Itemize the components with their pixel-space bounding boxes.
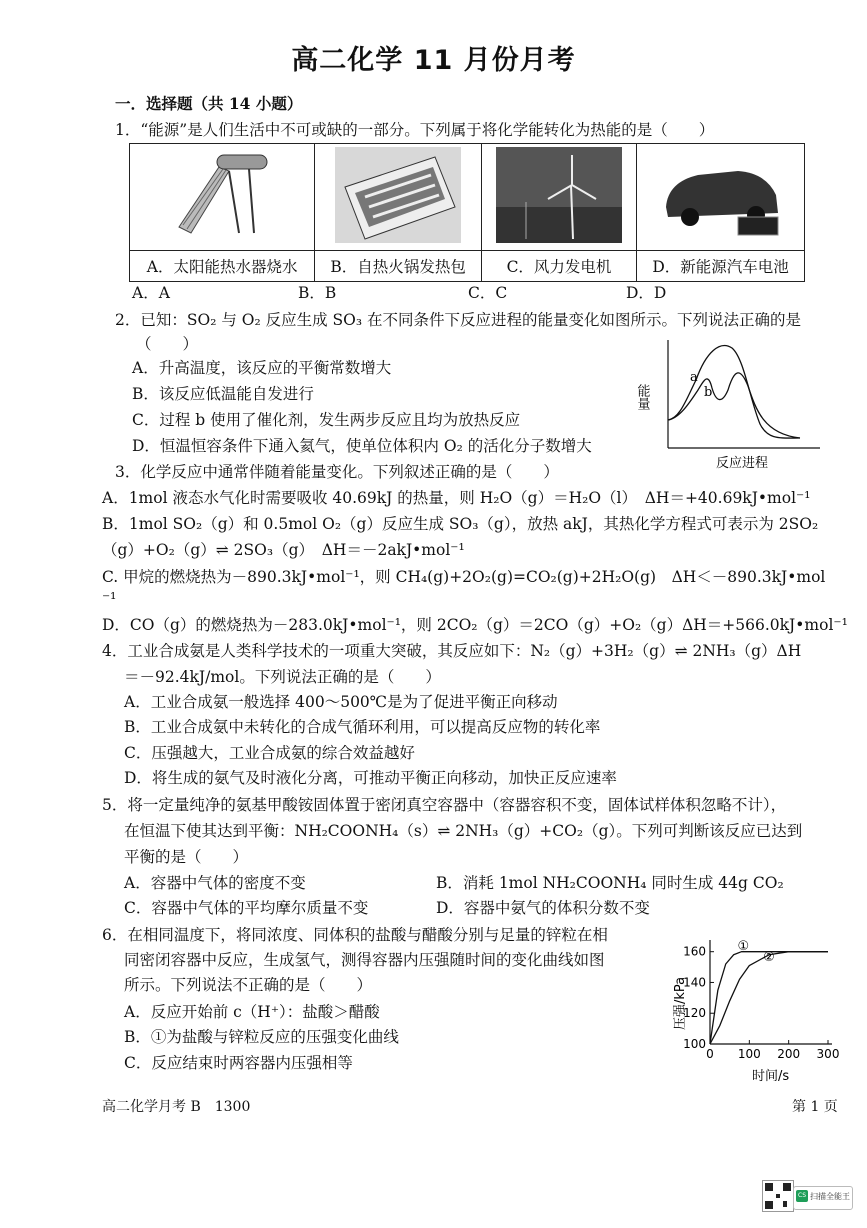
- scanner-logo-icon: CS: [796, 1190, 808, 1202]
- q5-option-d: D．容器中氨气的体积分数不变: [436, 899, 650, 917]
- q6-option-c: C．反应结束时两容器内压强相等: [124, 1054, 353, 1072]
- q3-stem: 3．化学反应中通常伴随着能量变化。下列叙述正确的是（ ）: [115, 463, 559, 481]
- q1-option-b: B．B: [298, 284, 337, 302]
- qr-code-icon: [762, 1180, 794, 1212]
- fig-label-a: a: [690, 370, 698, 385]
- fig-xlabel: 反应进程: [716, 456, 769, 471]
- footer-page: 第 1 页: [792, 1099, 838, 1115]
- q1-option-a: A．A: [132, 284, 170, 302]
- scanner-badge-text: 扫描全能王: [810, 1192, 850, 1201]
- q6-stem-cont2: 所示。下列说法不正确的是（ ）: [124, 976, 373, 994]
- q3-option-b-cont: （g）+O₂（g）⇌ 2SO₃（g） ΔH＝－2akJ•mol⁻¹: [102, 541, 465, 559]
- q1-caption-d: D．新能源汽车电池: [637, 251, 805, 282]
- chart-x-tick-label: 200: [777, 1047, 801, 1061]
- q5-option-b: B．消耗 1mol NH₂COONH₄ 同时生成 44g CO₂: [436, 874, 784, 892]
- footer-left: 高二化学月考 B 1300: [102, 1099, 251, 1115]
- q2-stem: 2．已知：SO₂ 与 O₂ 反应生成 SO₃ 在不同条件下反应进程的能量变化如图所示。下列说法正确的是: [115, 311, 801, 329]
- q2-stem-bracket: （ ）: [136, 335, 199, 353]
- chart-series-line: [710, 949, 828, 1044]
- q4-option-c: C．压强越大，工业合成氨的综合效益越好: [124, 744, 415, 762]
- q4-stem: 4．工业合成氨是人类科学技术的一项重大突破，其反应如下：N₂（g）+3H₂（g）⇌ 2NH₃（g）ΔH: [102, 642, 802, 660]
- energy-profile-figure: [634, 330, 830, 474]
- chart-series-label: ①: [737, 939, 750, 955]
- page-title: 高二化学 11 月份月考: [291, 45, 576, 76]
- q2-option-c: C．过程 b 使用了催化剂，发生两步反应且均为放热反应: [132, 411, 521, 429]
- chart-y-tick-label: 140: [683, 975, 706, 990]
- q5-stem-cont2: 平衡的是（ ）: [124, 848, 249, 866]
- q6-stem: 6．在相同温度下，将同浓度、同体积的盐酸与醋酸分别与足量的锌粒在相: [102, 926, 608, 944]
- chart-y-tick-label: 160: [683, 944, 706, 959]
- q3-option-d: D．CO（g）的燃烧热为－283.0kJ•mol⁻¹，则 2CO₂（g）＝2CO（g）+O₂（g）ΔH＝+566.0kJ•mol⁻¹: [102, 616, 848, 634]
- q3-option-c-cont: ⁻¹: [102, 590, 117, 608]
- chart-series-line: [710, 949, 828, 1044]
- section-heading: 一．选择题（共 14 小题）: [115, 94, 303, 113]
- q1-image-table: [129, 143, 805, 282]
- q4-stem-cont: ＝－92.4kJ/mol。下列说法正确的是（ ）: [124, 668, 441, 686]
- q1-option-c: C．C: [468, 284, 508, 302]
- chart-x-tick-label: 100: [737, 1047, 761, 1061]
- chart-x-tick-label: 300: [816, 1047, 840, 1061]
- chart-xlabel: 时间/s: [752, 1069, 790, 1084]
- q2-option-d: D．恒温恒容条件下通入氦气，使单位体积内 O₂ 的活化分子数增大: [132, 437, 592, 455]
- q4-option-a: A．工业合成氨一般选择 400～500℃是为了促进平衡正向移动: [124, 693, 558, 711]
- q4-option-d: D．将生成的氨气及时液化分离，可推动平衡正向移动，加快正反应速率: [124, 769, 617, 787]
- q6-option-b: B．①为盐酸与锌粒反应的压强变化曲线: [124, 1028, 399, 1046]
- scanner-watermark: [793, 1186, 853, 1210]
- chart-y-tick-label: 120: [683, 1006, 706, 1021]
- chart-x-tick-label: 0: [706, 1047, 714, 1061]
- chart-y-tick-label: 100: [683, 1037, 706, 1051]
- q3-option-a: A．1mol 液态水气化时需要吸收 40.69kJ 的热量，则 H₂O（g）＝H₂O（l） ΔH＝+40.69kJ•mol⁻¹: [102, 489, 811, 507]
- q1-caption-b: B．自热火锅发热包: [315, 251, 482, 282]
- q5-option-c: C．容器中气体的平均摩尔质量不变: [124, 899, 369, 917]
- chart-series-label: ②: [763, 949, 775, 965]
- chart-ylabel: 压强/kPa: [673, 976, 688, 1030]
- q1-option-d: D．D: [626, 284, 667, 302]
- q4-option-b: B．工业合成氨中未转化的合成气循环利用，可以提高反应物的转化率: [124, 718, 601, 736]
- q5-stem: 5．将一定量纯净的氨基甲酸铵固体置于密闭真空容器中（容器容积不变，固体试样体积忽略不计），: [102, 796, 787, 814]
- q6-option-a: A．反应开始前 c（H⁺）：盐酸＞醋酸: [124, 1003, 380, 1021]
- q5-option-a: A．容器中气体的密度不变: [124, 874, 306, 892]
- q1-caption-a: A．太阳能热水器烧水: [130, 251, 315, 282]
- q6-stem-cont: 同密闭容器中反应，生成氢气，测得容器内压强随时间的变化曲线如图: [124, 951, 605, 969]
- self-heating-pack-image: [315, 144, 482, 251]
- q5-stem-cont: 在恒温下使其达到平衡：NH₂COONH₄（s）⇌ 2NH₃（g）+CO₂（g）。下列可判断该反应已达到: [124, 822, 803, 840]
- solar-heater-image: [130, 144, 315, 251]
- ev-battery-image: [637, 144, 805, 251]
- fig-ylabel: 能量: [634, 384, 650, 410]
- q1-caption-c: C．风力发电机: [481, 251, 636, 282]
- q1-stem: 1．“能源”是人们生活中不可或缺的一部分。下列属于将化学能转化为热能的是（ ）: [115, 121, 715, 139]
- pressure-time-chart: [664, 934, 844, 1084]
- q3-option-c: C. 甲烷的燃烧热为－890.3kJ•mol⁻¹，则 CH₄(g)+2O₂(g)=CO₂(g)+2H₂O(g) ΔH＜－890.3kJ•mol: [102, 568, 826, 586]
- fig-label-b: b: [704, 385, 713, 400]
- q3-option-b: B．1mol SO₂（g）和 0.5mol O₂（g）反应生成 SO₃（g），放热 akJ，其热化学方程式可表示为 2SO₂: [102, 515, 819, 533]
- q2-option-b: B．该反应低温能自发进行: [132, 385, 314, 403]
- wind-turbine-image: [481, 144, 636, 251]
- q2-option-a: A．升高温度，该反应的平衡常数增大: [132, 359, 392, 377]
